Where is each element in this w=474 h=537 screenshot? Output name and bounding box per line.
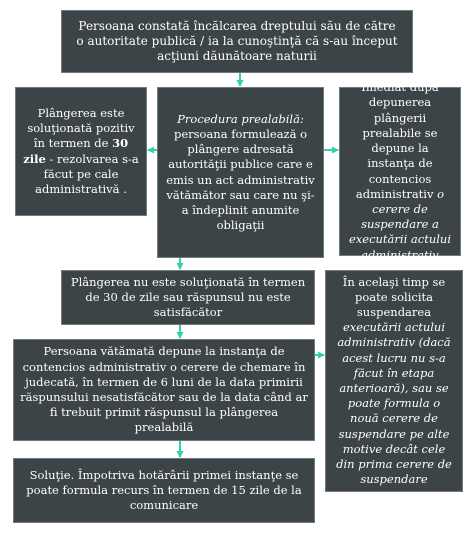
b1-line2: o autoritate publică / ia la cunoştinţă că s-au început (76, 33, 398, 48)
b7-text: În acelaşi timp se poate solicita suspendarea (342, 274, 446, 319)
b8-text: Soluţie. Împotriva hotărârii primei instanţe se poate formula recurs în termen de 15 zile de la comunicare (26, 467, 302, 513)
box-prior-procedure (157, 87, 324, 258)
box-positive-resolution (15, 87, 147, 216)
b4-text-italic: o cerere de suspendare a executării actului administrativ (348, 186, 452, 262)
box-court-action (13, 339, 315, 441)
b2-text-bold: 30 zile (23, 136, 129, 166)
b1-line3: acţiuni dăunătoare naturii (157, 49, 317, 64)
b5-text: Plângerea nu este soluţionată în termen de 30 de zile sau răspunsul nu este satisfăcător (70, 274, 306, 320)
box-concurrent-suspension (325, 270, 463, 492)
box-appeal-solution (13, 458, 315, 523)
b2-text-before: Plângerea este soluţionată pozitiv în termen de (27, 105, 135, 151)
box-initial-violation (61, 10, 413, 73)
b3-body: persoana formulează o plângere adresată autorităţii publice care e emis un act administrativ vătămător sau care nu şi-a îndeplinit anumite obligaţii (166, 126, 315, 233)
box-unresolved-complaint (61, 270, 315, 325)
b4-text: Imediat după depunerea plângerii prealabile se depune la instanţa de contencios administrativ (355, 80, 439, 201)
box-suspension-request (339, 80, 461, 262)
b3-title: Procedura prealabilă: (177, 111, 304, 126)
b1-line1: Persoana constată încălcarea dreptului său de către (78, 18, 396, 33)
b6-text: Persoana vătămată depune la instanţa de contencios administrativ o cerere de chemare în judecată, în termen de 6 luni de la data primirii răspunsului nesatisfăcător sau de la data când ar fi trebuit primit răspunsul la plângerea prealabilă (20, 344, 308, 435)
b2-text-after: - rezolvarea s-a făcut pe cale administrativă . (35, 151, 139, 196)
b7-text-italic: executării actului administrativ (dacă acest lucru nu s-a făcut în etapa anterioară), sau se poate formula o nouă cerere de suspendare pe alte motive decât cele din prima cerere de suspendare (336, 320, 452, 487)
